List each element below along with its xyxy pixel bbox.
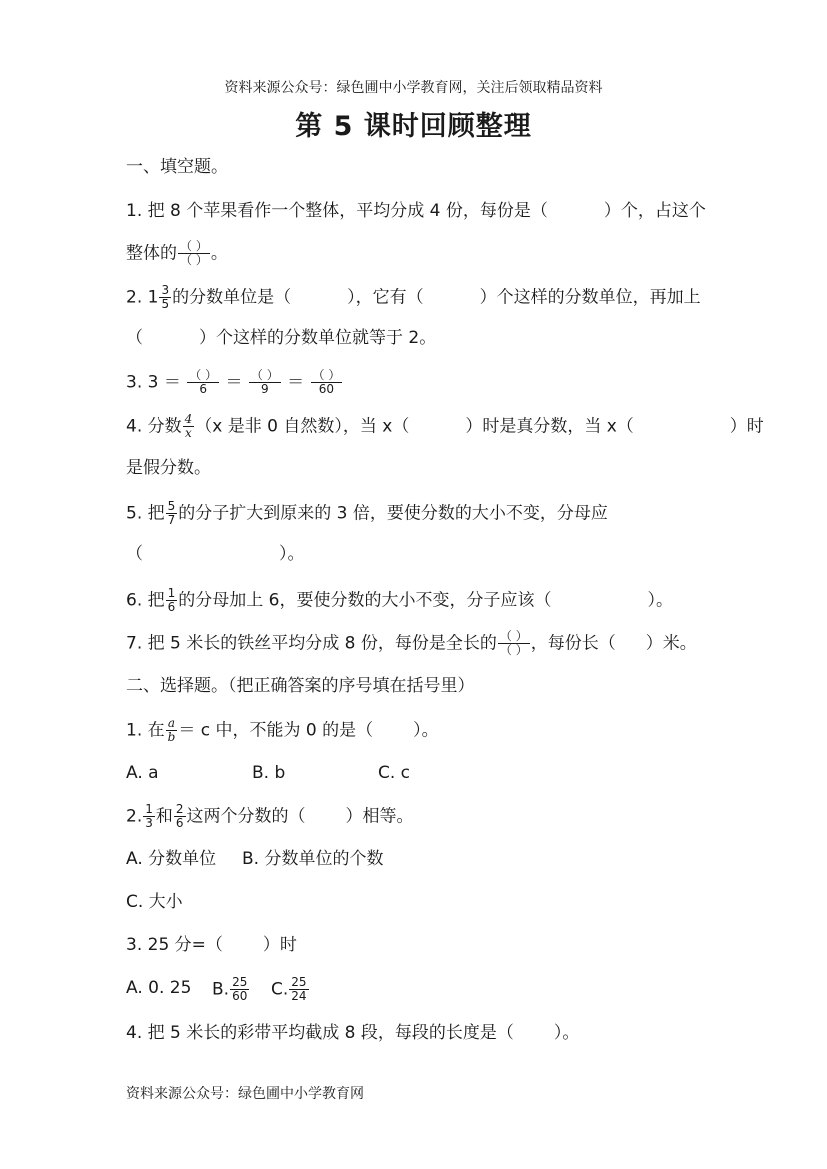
q7-fraction-blank[interactable] (498, 630, 530, 657)
q7-text-a: 7. 把 5 米长的铁丝平均分成 8 份，每份是全长的 (126, 633, 497, 654)
c2-text-a: 2. (126, 806, 143, 827)
c2-fraction-1 (143, 803, 155, 830)
q6-fraction-denominator: 6 (167, 600, 176, 614)
c3-option-b-denominator: 60 (232, 989, 248, 1003)
q5-fraction-denominator: 7 (167, 513, 176, 527)
c3-option-c[interactable] (271, 976, 310, 1003)
question-7-line (126, 630, 697, 657)
q1-text-c: 整体的 (126, 243, 177, 264)
q7-text-b: ，每份长（ (530, 633, 616, 654)
q2-text-f: ）个这样的分数单位就等于 2。 (199, 328, 437, 348)
q2-fraction-denominator: 5 (161, 297, 170, 311)
q6-fraction (166, 587, 178, 614)
q2-text-a: 2. 1 (126, 287, 159, 308)
q2-text-e: （ (126, 328, 143, 348)
c2-fraction-1-numerator: 1 (145, 802, 153, 816)
q4-fraction-numerator: 4 (184, 412, 193, 426)
q4-text-b: （x 是非 0 自然数），当 x（ (195, 416, 410, 437)
c1-text-b: ＝ c 中，不能为 0 的是（ (178, 720, 374, 741)
c1-fraction-denominator: b (167, 730, 176, 744)
c3-option-c-fraction (289, 976, 308, 1003)
c2-fraction-2-numerator: 2 (175, 802, 184, 816)
q6-text-c: ）。 (647, 590, 673, 611)
q5-text-c: （ (126, 544, 143, 564)
q4-text-a: 4. 分数 (126, 416, 182, 437)
c2-text-c: 这两个分数的（ (186, 806, 306, 827)
q2-fraction-numerator: 3 (161, 283, 170, 297)
q3-fraction-2[interactable] (249, 369, 281, 396)
c1-option-b[interactable]: B. b (252, 763, 286, 783)
question-2-line-2 (126, 326, 436, 350)
question-3-line (126, 369, 343, 396)
choice-2-line (126, 803, 414, 830)
q5-fraction (166, 500, 178, 527)
q5-text-b: 的分子扩大到原来的 3 倍，要使分数的大小不变，分母应 (178, 503, 608, 524)
q2-text-c: ），它有（ (347, 287, 424, 308)
section-fill-in-title: 一、填空题。 (126, 157, 228, 177)
c3-option-c-numerator: 25 (291, 975, 307, 989)
q5-fraction-numerator: 5 (167, 499, 176, 513)
c4-text-a: 4. 把 5 米长的彩带平均截成 8 段，每段的长度是（ (126, 1023, 514, 1043)
question-1-line-1 (126, 199, 706, 223)
c2-text-d: ）相等。 (345, 806, 414, 827)
q4-text-c: ）时是真分数，当 x（ (465, 416, 634, 437)
q1-text-c2: 。 (210, 243, 228, 264)
q3-fraction-2-denominator: 9 (260, 382, 269, 396)
q1-text-a: 1. 把 8 个苹果看作一个整体，平均分成 4 份，每份是（ (126, 201, 548, 221)
q3-equals-2: ＝ (287, 372, 305, 393)
q3-text-a: 3. 3 ＝ (126, 372, 181, 393)
question-5-line-1 (126, 500, 608, 527)
c2-option-c[interactable]: C. 大小 (126, 892, 183, 912)
q1-fraction-numerator: （ ） (180, 239, 208, 253)
c2-text-b: 和 (155, 806, 173, 827)
q1-text-b: ）个，占这个 (603, 201, 706, 221)
c3-text-a: 3. 25 分=（ (126, 935, 223, 955)
q3-fraction-1-numerator: （ ） (189, 368, 218, 382)
c3-option-b[interactable] (212, 976, 250, 1003)
q4-fraction (183, 413, 195, 440)
q2-text-b: 的分数单位是（ (172, 287, 292, 308)
q2-text-d: ）个这样的分数单位，再加上 (479, 287, 701, 308)
q3-fraction-3-numerator: （ ） (312, 368, 341, 382)
q4-text-d: ）时 (729, 416, 764, 437)
q3-fraction-3[interactable] (311, 369, 343, 396)
c2-option-b[interactable]: B. 分数单位的个数 (242, 849, 384, 869)
c2-fraction-2 (174, 803, 186, 830)
question-6-line (126, 587, 673, 614)
c3-option-b-fraction (230, 976, 249, 1003)
c3-text-b: ）时 (262, 935, 297, 955)
c1-fraction-numerator: a (166, 717, 178, 731)
q5-text-a: 5. 把 (126, 503, 165, 524)
c3-option-b-numerator: 25 (232, 975, 248, 989)
c4-text-b: ）。 (553, 1023, 580, 1043)
c3-option-c-label: C. (271, 979, 289, 1000)
choice-4-line (126, 1021, 579, 1045)
c2-fraction-2-denominator: 6 (175, 816, 184, 830)
q6-text-a: 6. 把 (126, 590, 165, 611)
q1-fraction-denominator: （ ） (180, 253, 208, 267)
q7-fraction-denominator: （ ） (499, 643, 528, 657)
question-4-line-1 (126, 413, 764, 440)
q7-text-c: ）米。 (645, 633, 697, 654)
c1-option-a[interactable]: A. a (126, 763, 159, 783)
c3-option-b-label: B. (212, 979, 230, 1000)
choice-1-line (126, 717, 439, 744)
c3-option-c-denominator: 24 (291, 989, 307, 1003)
q2-mixed-fraction (159, 284, 171, 311)
c2-option-a[interactable]: A. 分数单位 (126, 849, 217, 869)
q1-fraction-blank[interactable] (178, 240, 210, 267)
q3-fraction-1[interactable] (187, 369, 219, 396)
c2-fraction-1-denominator: 3 (145, 816, 153, 830)
q4-fraction-denominator: x (185, 426, 192, 440)
page-footer-source: 资料来源公众号：绿色圃中小学教育网 (126, 1086, 364, 1102)
q3-fraction-1-denominator: 6 (199, 382, 207, 396)
q6-fraction-numerator: 1 (167, 586, 176, 600)
c1-text-c: ）。 (413, 720, 439, 741)
section-choice-title: 二、选择题。（把正确答案的序号填在括号里） (126, 676, 475, 696)
c1-fraction (166, 717, 178, 744)
page-title: 第 5 课时回顾整理 (295, 111, 532, 142)
question-5-line-2 (126, 542, 305, 566)
question-4-line-2: 是假分数。 (126, 458, 211, 478)
c1-text-a: 1. 在 (126, 720, 165, 741)
question-1-line-2 (126, 240, 228, 267)
q7-fraction-numerator: （ ） (499, 629, 528, 643)
q3-equals-1: ＝ (225, 372, 243, 393)
q6-text-b: 的分母加上 6，要使分数的大小不变，分子应该（ (178, 590, 552, 611)
choice-3-line (126, 933, 297, 957)
q3-fraction-3-denominator: 60 (318, 382, 335, 396)
page-header-source: 资料来源公众号：绿色圃中小学教育网，关注后领取精品资料 (224, 80, 603, 96)
q3-fraction-2-numerator: （ ） (250, 368, 279, 382)
c1-option-c[interactable]: C. c (378, 763, 411, 783)
q5-text-d: ）。 (279, 544, 305, 564)
c3-option-a[interactable]: A. 0. 25 (126, 978, 192, 998)
question-2-line-1 (126, 284, 701, 311)
